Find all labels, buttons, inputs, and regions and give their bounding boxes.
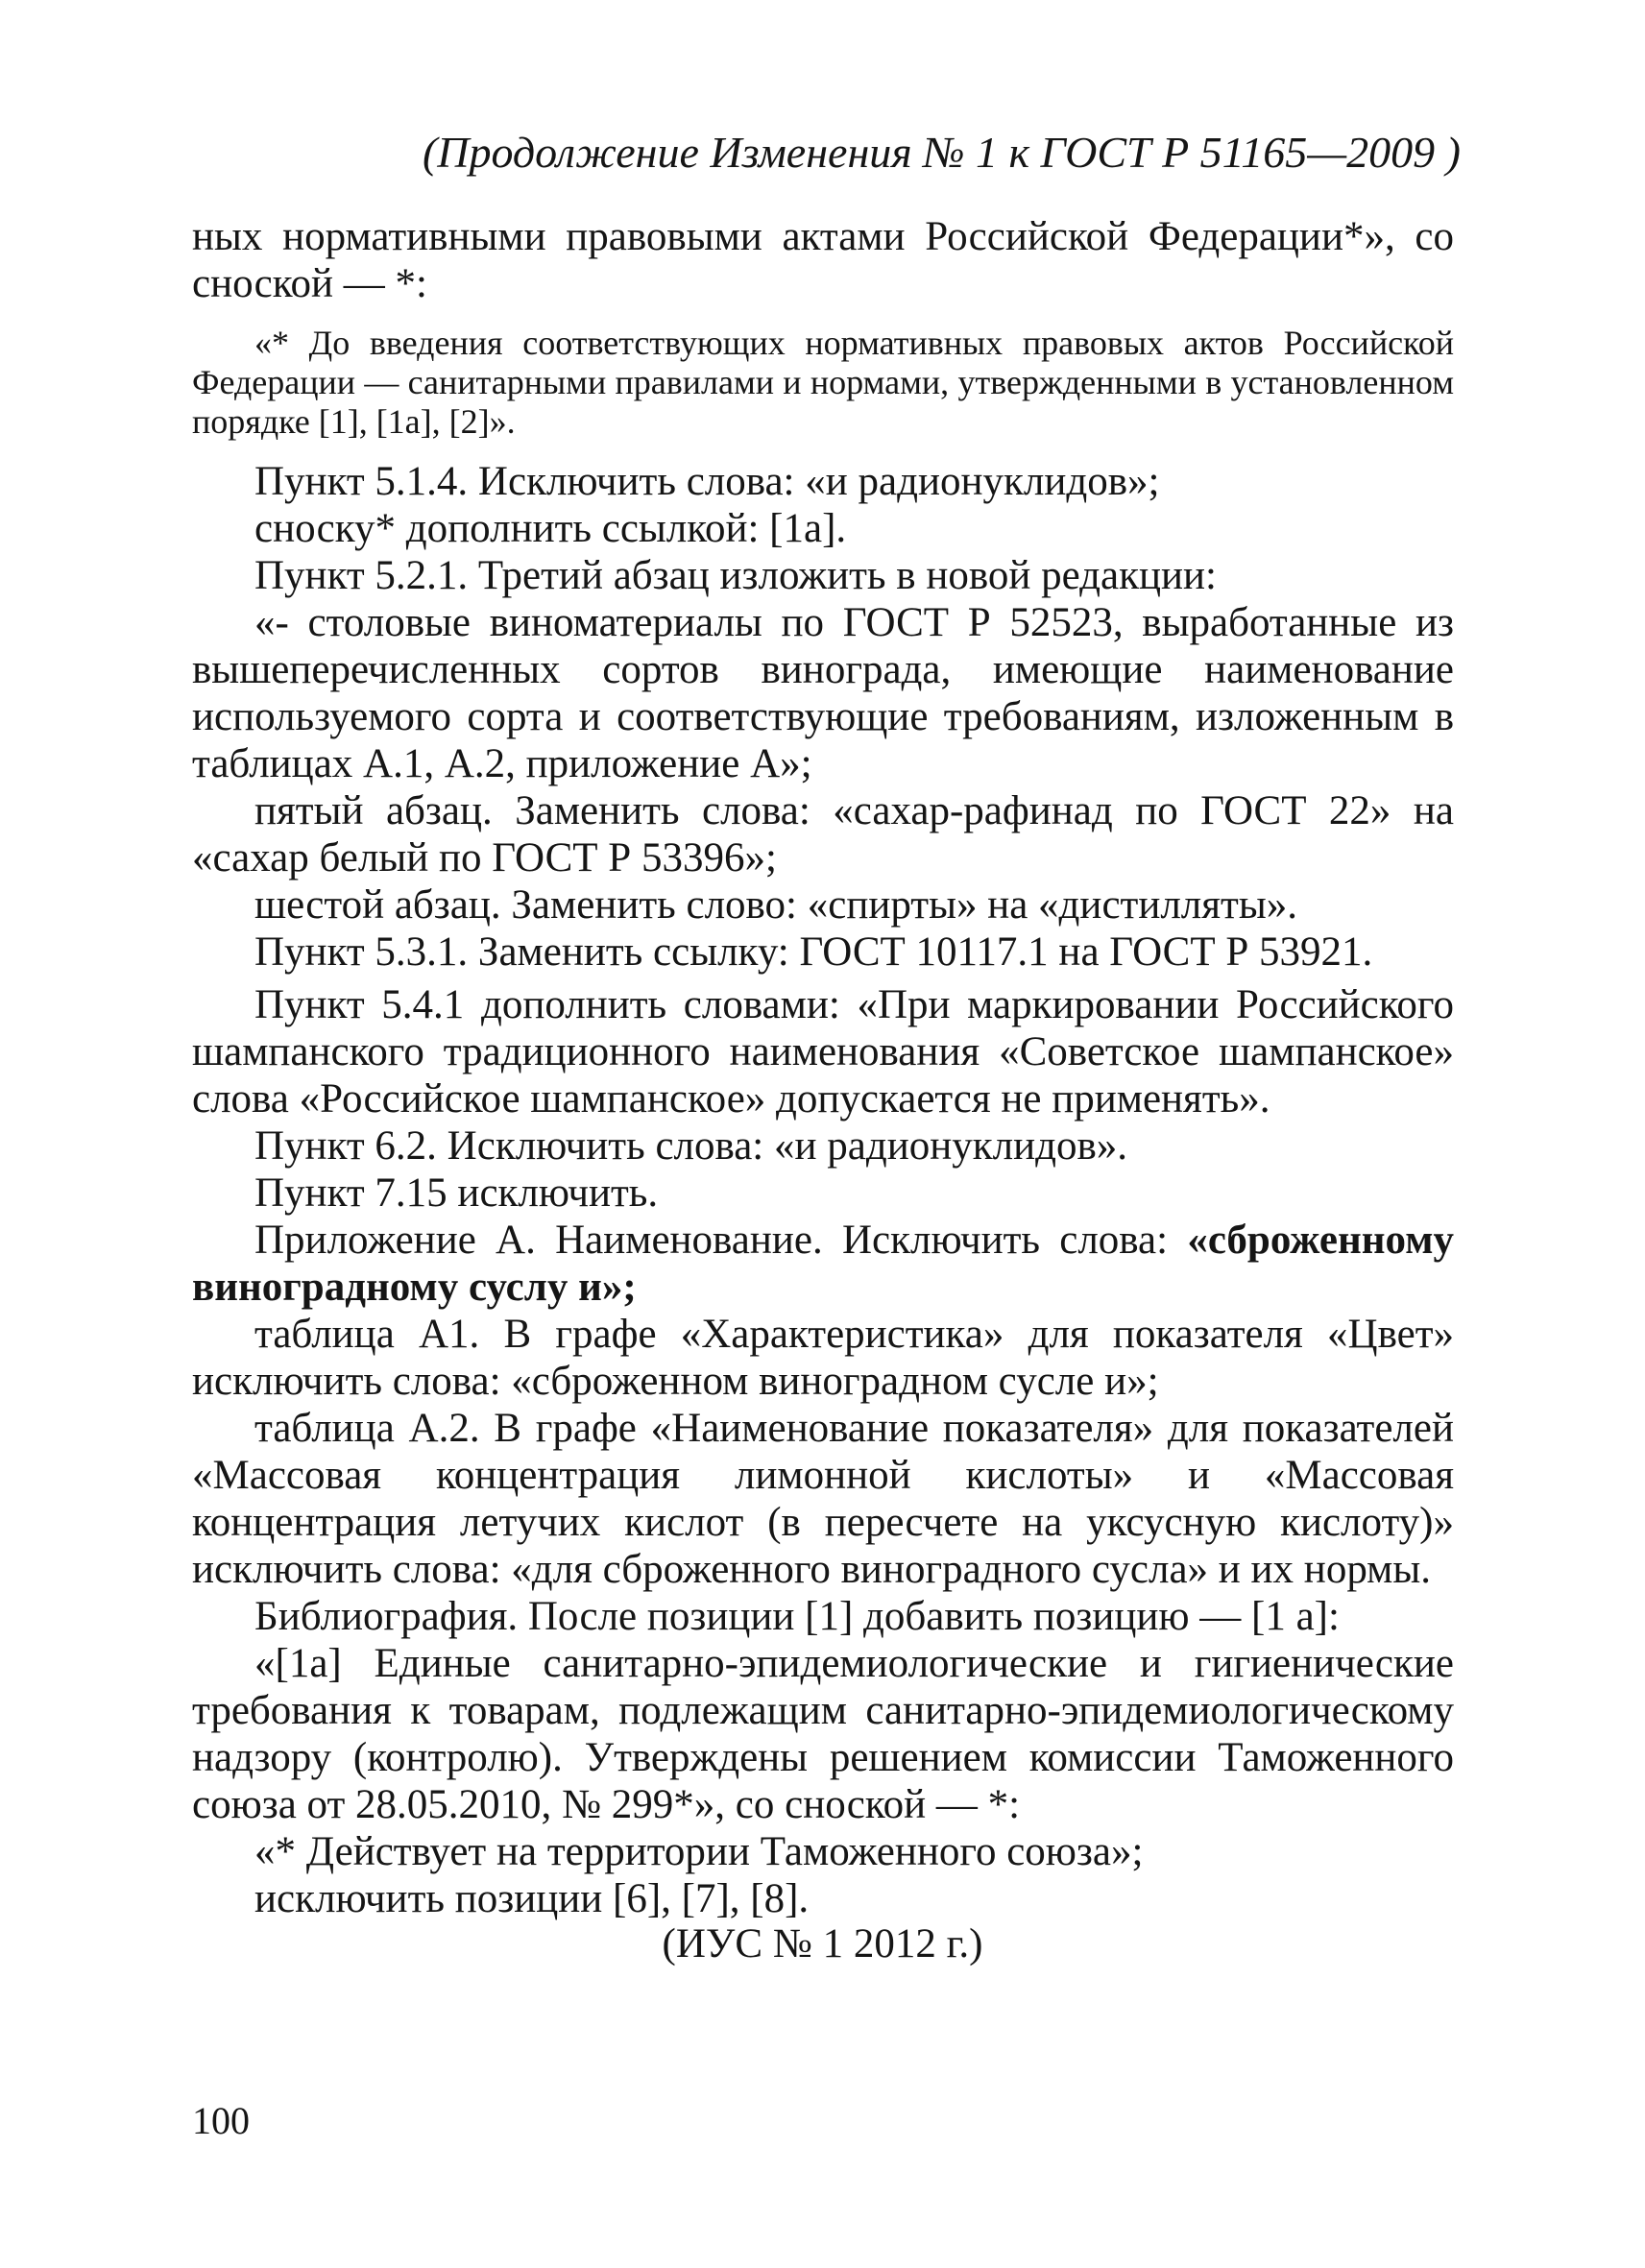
paragraph: сноску* дополнить ссылкой: [1а]. <box>254 506 847 551</box>
paragraph: ных нормативными правовыми актами Российской Федерации*», со сноской — *: <box>192 214 1454 306</box>
paragraph: Пункт 5.2.1. Третий абзац изложить в новой редакции: <box>254 553 1217 598</box>
paragraph: таблица А.2. В графе «Наименование показателя» для показателей «Массовая концентрация лимонной кислоты» и «Массовая концентрация летучих кислот (в пересчете на уксусную кислоту)» исключить слова: «для сброженного виноградного сусла» и их нормы. <box>192 1406 1454 1592</box>
paragraph: шестой абзац. Заменить слово: «спирты» на «дистилляты». <box>254 882 1297 928</box>
paragraph: Пункт 7.15 исключить. <box>254 1170 659 1216</box>
paragraph: «* Действует на территории Таможенного союза»; <box>254 1829 1144 1874</box>
paragraph-with-bold <box>192 1217 1454 1311</box>
paragraph: пятый абзац. Заменить слова: «сахар-рафинад по ГОСТ 22» на «сахар белый по ГОСТ Р 53396»; <box>192 788 1454 881</box>
ius-reference: (ИУС № 1 2012 г.) <box>662 1921 983 1966</box>
paragraph-text: Приложение А. Наименование. Исключить слова: <box>254 1218 1188 1263</box>
paragraph: таблица А1. В графе «Характеристика» для показателя «Цвет» исключить слова: «сброженном виноградном сусле и»; <box>192 1312 1454 1404</box>
paragraph: Библиография. После позиции [1] добавить позицию — [1 а]: <box>254 1594 1340 1639</box>
paragraph: «- столовые виноматериалы по ГОСТ Р 52523, выработанные из вышеперечисленных сортов винограда, имеющие наименование используемого сорта и соответствующие требованиям, изложенным в таблицах А.1, А.2, приложение А»; <box>192 600 1454 786</box>
paragraph: Пункт 5.1.4. Исключить слова: «и радионуклидов»; <box>254 459 1160 504</box>
footnote-text: «* До введения соответствующих нормативных правовых актов Российской Федерации — санитарными правилами и нормами, утвержденными в установленном порядке [1], [1а], [2]». <box>192 324 1454 441</box>
page-header: (Продолжение Изменения № 1 к ГОСТ Р 51165—2009 ) <box>422 128 1461 177</box>
paragraph: «[1а] Единые санитарно-эпидемиологические и гигиенические требования к товарам, подлежащим санитарно-эпидемиологическому надзору (контролю). Утверждены решением комиссии Таможенного союза от 28.05.2010, № 299*», со сноской — *: <box>192 1641 1454 1827</box>
paragraph: Пункт 5.4.1 дополнить словами: «При маркировании Российского шампанского традиционного наименования «Советское шампанское» слова «Российское шампанское» допускается не применять». <box>192 982 1454 1122</box>
paragraph: Пункт 5.3.1. Заменить ссылку: ГОСТ 10117.1 на ГОСТ Р 53921. <box>254 929 1373 975</box>
page-number: 100 <box>192 2099 250 2142</box>
document-body <box>192 213 1454 1922</box>
paragraph: исключить позиции [6], [7], [8]. <box>254 1876 810 1921</box>
bold-phrase: «сброженному виноградному суслу и»; <box>192 1218 1454 1310</box>
paragraph: Пункт 6.2. Исключить слова: «и радионуклидов». <box>254 1123 1128 1169</box>
